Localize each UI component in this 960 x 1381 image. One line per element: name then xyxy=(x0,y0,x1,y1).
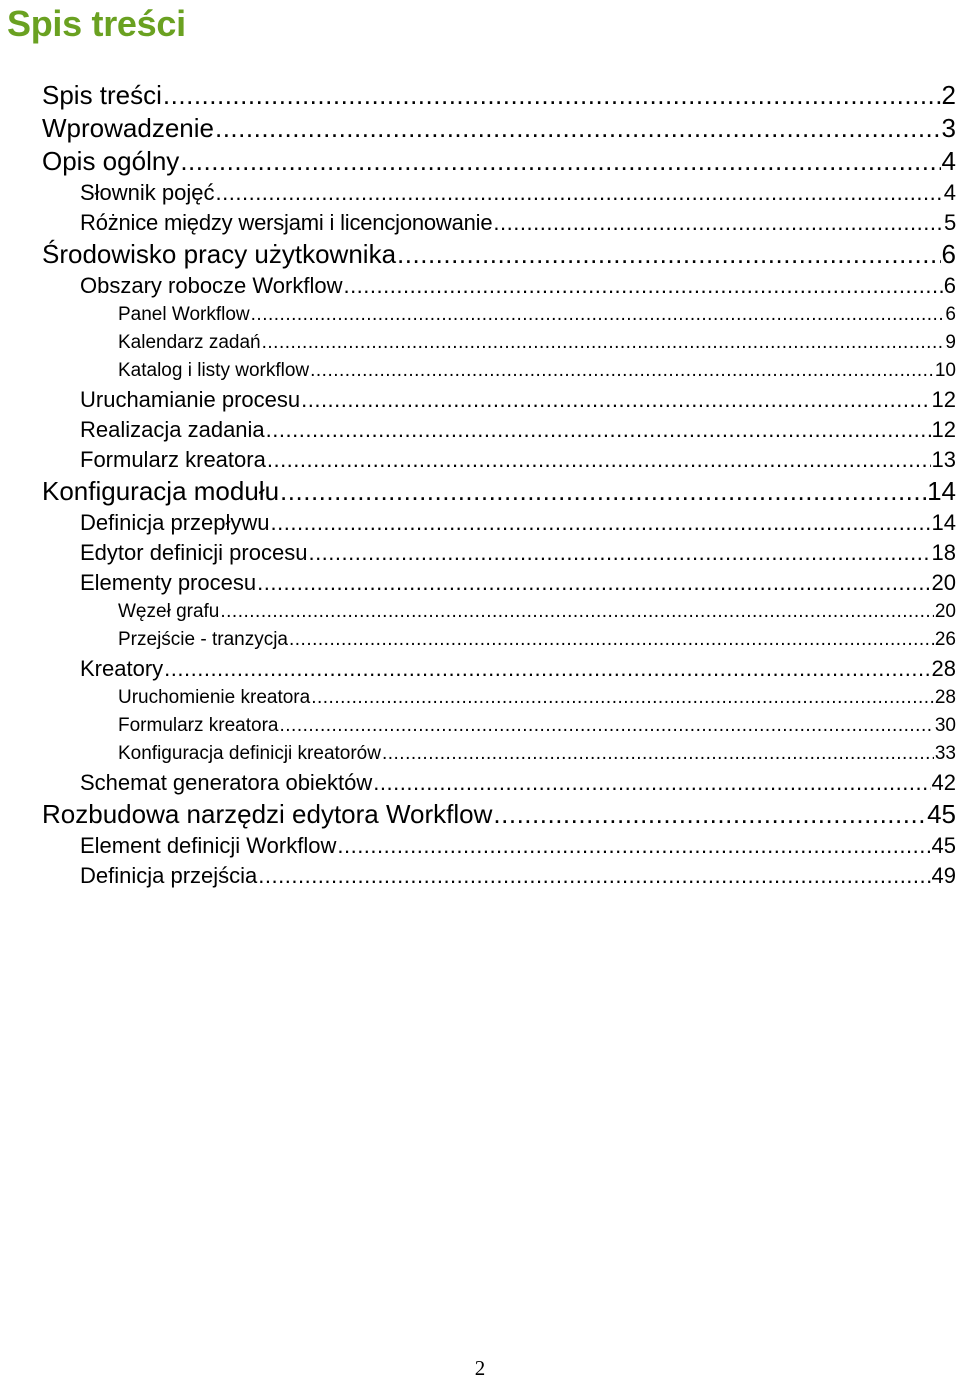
toc-entry[interactable] xyxy=(80,831,956,861)
toc-entry[interactable] xyxy=(118,712,956,740)
toc-entry-page: 12 xyxy=(931,417,956,442)
toc-entry[interactable] xyxy=(118,598,956,626)
dot-leader xyxy=(266,415,931,445)
toc-entry-label: Obszary robocze Workflow xyxy=(80,273,343,298)
dot-leader xyxy=(280,475,926,508)
toc-entry-page: 6 xyxy=(943,273,956,298)
toc-entry[interactable] xyxy=(42,238,956,271)
dot-leader xyxy=(251,301,945,329)
dot-leader xyxy=(180,145,940,178)
toc-entry-page: 13 xyxy=(931,447,956,472)
page-number: 2 xyxy=(474,1356,486,1380)
toc-entry-label: Kreatory xyxy=(80,656,164,681)
toc-entry-label: Realizacja zadania xyxy=(80,417,265,442)
toc-entry[interactable] xyxy=(80,385,956,415)
dot-leader xyxy=(337,831,930,861)
dot-leader xyxy=(343,271,942,301)
toc-entry-page: 20 xyxy=(934,601,956,622)
toc-entry[interactable] xyxy=(80,508,956,538)
toc-entry-label: Formularz kreatora xyxy=(118,715,279,736)
toc-entry-label: Konfiguracja definicji kreatorów xyxy=(118,743,381,764)
toc-entry-label: Uruchamianie procesu xyxy=(80,387,301,412)
toc-entry[interactable] xyxy=(118,301,956,329)
toc-entry-page: 9 xyxy=(945,332,956,353)
toc-entry-label: Edytor definicji procesu xyxy=(80,540,308,565)
toc-entry-page: 33 xyxy=(934,743,956,764)
toc-entry[interactable] xyxy=(80,415,956,445)
toc-entry-label: Konfiguracja modułu xyxy=(42,476,280,506)
toc-entry-label: Schemat generatora obiektów xyxy=(80,770,373,795)
toc-entry-label: Elementy procesu xyxy=(80,570,257,595)
toc-entry-label: Uruchomienie kreatora xyxy=(118,687,311,708)
toc-entry-page: 28 xyxy=(934,687,956,708)
toc-entry[interactable] xyxy=(80,861,956,891)
toc-entry-page: 18 xyxy=(931,540,956,565)
toc-entry-label: Słownik pojęć xyxy=(80,180,215,205)
toc-entry-label: Środowisko pracy użytkownika xyxy=(42,239,397,269)
toc-entry-label: Spis treści xyxy=(42,80,162,110)
toc-entry-label: Przejście - tranzycja xyxy=(118,629,288,650)
dot-leader xyxy=(310,357,934,385)
toc-entry-page: 12 xyxy=(931,387,956,412)
toc-entry-page: 10 xyxy=(934,360,956,381)
toc-entry[interactable] xyxy=(42,79,956,112)
toc-entry-page: 6 xyxy=(945,304,956,325)
toc-entry[interactable] xyxy=(80,178,956,208)
dot-leader xyxy=(220,598,933,626)
toc-entry-page: 30 xyxy=(934,715,956,736)
toc-entry-page: 45 xyxy=(927,799,956,829)
toc-entry-label: Katalog i listy workflow xyxy=(118,360,310,381)
toc-entry[interactable] xyxy=(42,112,956,145)
toc-entry-page: 2 xyxy=(941,80,956,110)
toc-entry-label: Rozbudowa narzędzi edytora Workflow xyxy=(42,799,493,829)
toc-entry[interactable] xyxy=(80,538,956,568)
dot-leader xyxy=(258,861,930,891)
toc-entry[interactable] xyxy=(118,626,956,654)
toc-entry-label: Opis ogólny xyxy=(42,146,180,176)
dot-leader xyxy=(397,238,940,271)
toc-entry-page: 20 xyxy=(931,570,956,595)
dot-leader xyxy=(216,178,943,208)
toc-entry-page: 42 xyxy=(931,770,956,795)
dot-leader xyxy=(280,712,934,740)
dot-leader xyxy=(257,568,930,598)
dot-leader xyxy=(308,538,930,568)
dot-leader xyxy=(301,385,930,415)
toc-entry-label: Panel Workflow xyxy=(118,304,250,325)
toc-entry-label: Węzeł grafu xyxy=(118,601,220,622)
toc-entry[interactable] xyxy=(80,208,956,238)
toc-entry-page: 28 xyxy=(931,656,956,681)
toc-entry-label: Wprowadzenie xyxy=(42,113,214,143)
toc-entry-label: Kalendarz zadań xyxy=(118,332,261,353)
toc-entry-page: 4 xyxy=(941,146,956,176)
toc-entry-label: Element definicji Workflow xyxy=(80,833,337,858)
dot-leader xyxy=(215,112,941,145)
dot-leader xyxy=(271,508,931,538)
toc-entry-label: Różnice między wersjami i licencjonowanie xyxy=(80,210,493,235)
toc-entry[interactable] xyxy=(80,654,956,684)
toc-entry[interactable] xyxy=(80,271,956,301)
toc-entry[interactable] xyxy=(42,475,956,508)
dot-leader xyxy=(163,79,941,112)
toc-entry[interactable] xyxy=(42,145,956,178)
dot-leader xyxy=(289,626,934,654)
toc-entry[interactable] xyxy=(80,768,956,798)
toc-entry-page: 5 xyxy=(943,210,956,235)
dot-leader xyxy=(382,740,934,768)
table-of-contents xyxy=(0,79,960,891)
toc-entry[interactable] xyxy=(118,329,956,357)
toc-entry-page: 3 xyxy=(941,113,956,143)
toc-entry[interactable] xyxy=(118,357,956,385)
dot-leader xyxy=(373,768,930,798)
toc-entry[interactable] xyxy=(80,445,956,475)
dot-leader xyxy=(493,208,943,238)
dot-leader xyxy=(267,445,931,475)
dot-leader xyxy=(164,654,930,684)
dot-leader xyxy=(262,329,945,357)
toc-entry-page: 14 xyxy=(927,476,956,506)
dot-leader xyxy=(493,798,926,831)
toc-entry-label: Definicja przepływu xyxy=(80,510,270,535)
toc-entry[interactable] xyxy=(80,568,956,598)
toc-entry-label: Formularz kreatora xyxy=(80,447,266,472)
toc-entry-page: 6 xyxy=(941,239,956,269)
dot-leader xyxy=(311,684,934,712)
toc-entry[interactable] xyxy=(42,798,956,831)
toc-entry[interactable] xyxy=(118,684,956,712)
toc-entry-page: 4 xyxy=(943,180,956,205)
toc-entry-page: 14 xyxy=(931,510,956,535)
toc-entry[interactable] xyxy=(118,740,956,768)
toc-entry-page: 45 xyxy=(931,833,956,858)
toc-entry-label: Definicja przejścia xyxy=(80,863,258,888)
toc-entry-page: 26 xyxy=(934,629,956,650)
toc-heading: Spis treści xyxy=(7,3,186,44)
toc-entry-page: 49 xyxy=(931,863,956,888)
